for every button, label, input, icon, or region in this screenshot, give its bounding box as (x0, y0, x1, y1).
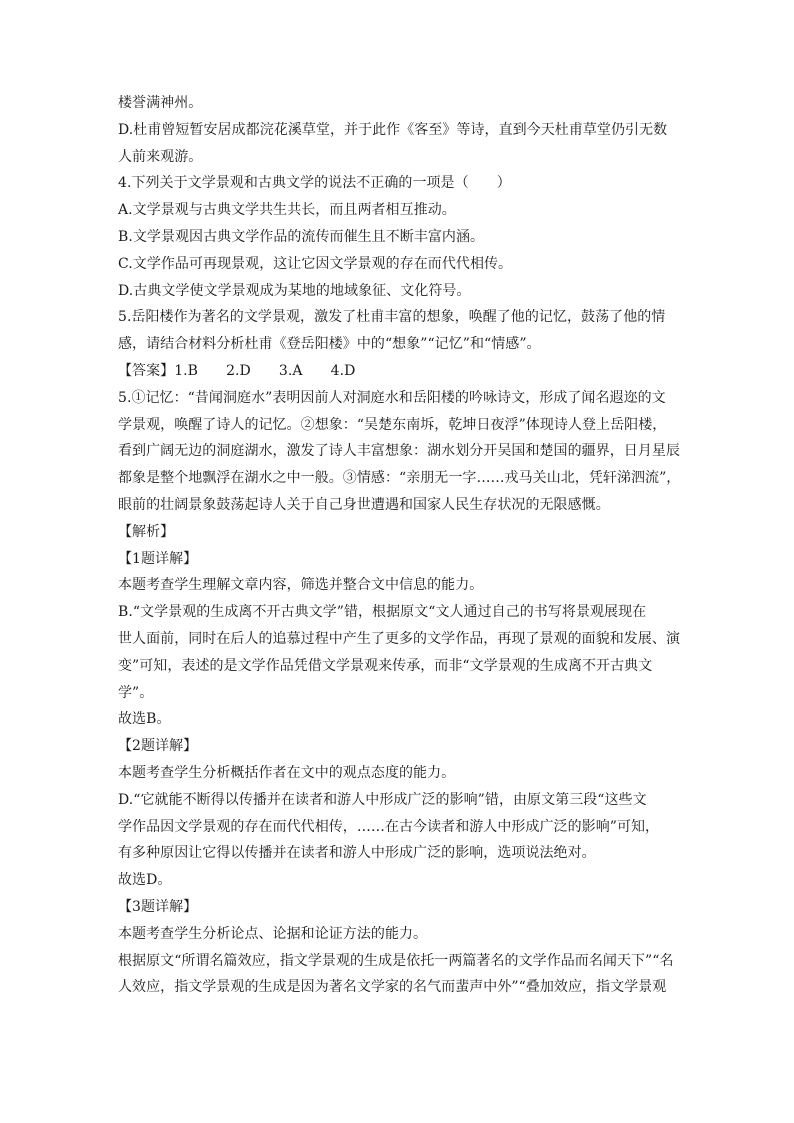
text-line: 5.①记忆：“昔闻洞庭水”表明因前人对洞庭水和岳阳楼的吟咏诗文，形成了闻名遐迩的文 (118, 389, 666, 406)
text-line: 本题考查学生理解文章内容，筛选并整合文中信息的能力。 (118, 577, 484, 594)
text-line: 本题考查学生分析论点、论据和论证方法的能力。 (118, 925, 428, 942)
text-line: 学作品因文学景观的存在而代代相传，……在古今读者和游人中形成广泛的影响”可知， (118, 818, 660, 835)
text-line: D.杜甫曾短暂安居成都浣花溪草堂，并于此作《客至》等诗，直到今天杜甫草堂仍引无数 (118, 121, 668, 138)
text-line: 看到广阔无边的洞庭湖水，激发了诗人丰富想象：湖水划分开吴国和楚国的疆界，日月星辰 (118, 443, 680, 460)
text-line: 根据原文“所谓名篇效应，指文学景观的生成是依托一两篇著名的文学作品而名闻天下”“名 (118, 952, 674, 969)
document-page (118, 90, 686, 1001)
text-line: D.古典文学使文学景观成为某地的地域象征、文化符号。 (118, 282, 471, 299)
text-line: B.“文学景观的生成离不开古典文学”错，根据原文“文人通过自己的书写将景观展现在 (118, 604, 647, 621)
text-line: D.“它就能不断得以传播并在读者和游人中形成广泛的影响”错，由原文第三段“这些文 (118, 791, 647, 808)
text-line: 4.下列关于文学景观和古典文学的说法不正确的一项是（ ） (118, 175, 511, 192)
text-line: 学”。 (118, 684, 154, 701)
text-line: 变”可知，表述的是文学作品凭借文学景观来传承，而非“文学景观的生成离不开古典文 (118, 657, 653, 674)
text-line: 世人面前，同时在后人的追慕过程中产生了更多的文学作品，再现了景观的面貌和发展、演 (118, 630, 680, 647)
text-line: 都象是整个地飘浮在湖水之中一般。③情感：“亲朋无一字……戎马关山北，凭轩涕泗流”， (118, 470, 681, 487)
text-line: B.文学景观因古典文学作品的流传而催生且不断丰富内涵。 (118, 228, 485, 245)
text-line: A.文学景观与古典文学共生共长，而且两者相互推动。 (118, 202, 456, 219)
text-line: 学景观，唤醒了诗人的记忆。②想象：“吴楚东南坼，乾坤日夜浮”体现诗人登上岳阳楼， (118, 416, 667, 433)
text-line: 有多种原因让它得以传播并在读者和游人中形成广泛的影响，选项说法绝对。 (118, 845, 596, 862)
text-line: 眼前的壮阔景象鼓荡起诗人关于自己身世遭遇和国家人民生存状况的无限感慨。 (118, 496, 610, 513)
text-line: 感，请结合材料分析杜甫《登岳阳楼》中的“想象”“记忆”和“情感”。 (118, 336, 541, 353)
text-line: 【答案】1.B 2.D 3.A 4.D (118, 362, 356, 379)
text-line: 故选D。 (118, 872, 172, 889)
text-line: 楼誉满神州。 (118, 95, 203, 111)
text-line: 人前来观游。 (118, 148, 203, 165)
text-line: 故选B。 (118, 711, 171, 728)
text-line: 【1题详解】 (118, 550, 198, 567)
text-line: 【2题详解】 (118, 738, 198, 755)
text-line: 5.岳阳楼作为著名的文学景观，激发了杜甫丰富的想象，唤醒了他的记忆，鼓荡了他的情 (118, 309, 666, 326)
text-line: 人效应，指文学景观的生成是因为著名文学家的名气而蜚声中外”“叠加效应，指文学景观 (118, 979, 667, 996)
text-line: 【3题详解】 (118, 898, 198, 915)
text-line: 【解析】 (118, 523, 175, 540)
text-line: C.文学作品可再现景观，这让它因文学景观的存在而代代相传。 (118, 255, 513, 272)
text-line: 本题考查学生分析概括作者在文中的观点态度的能力。 (118, 764, 456, 781)
